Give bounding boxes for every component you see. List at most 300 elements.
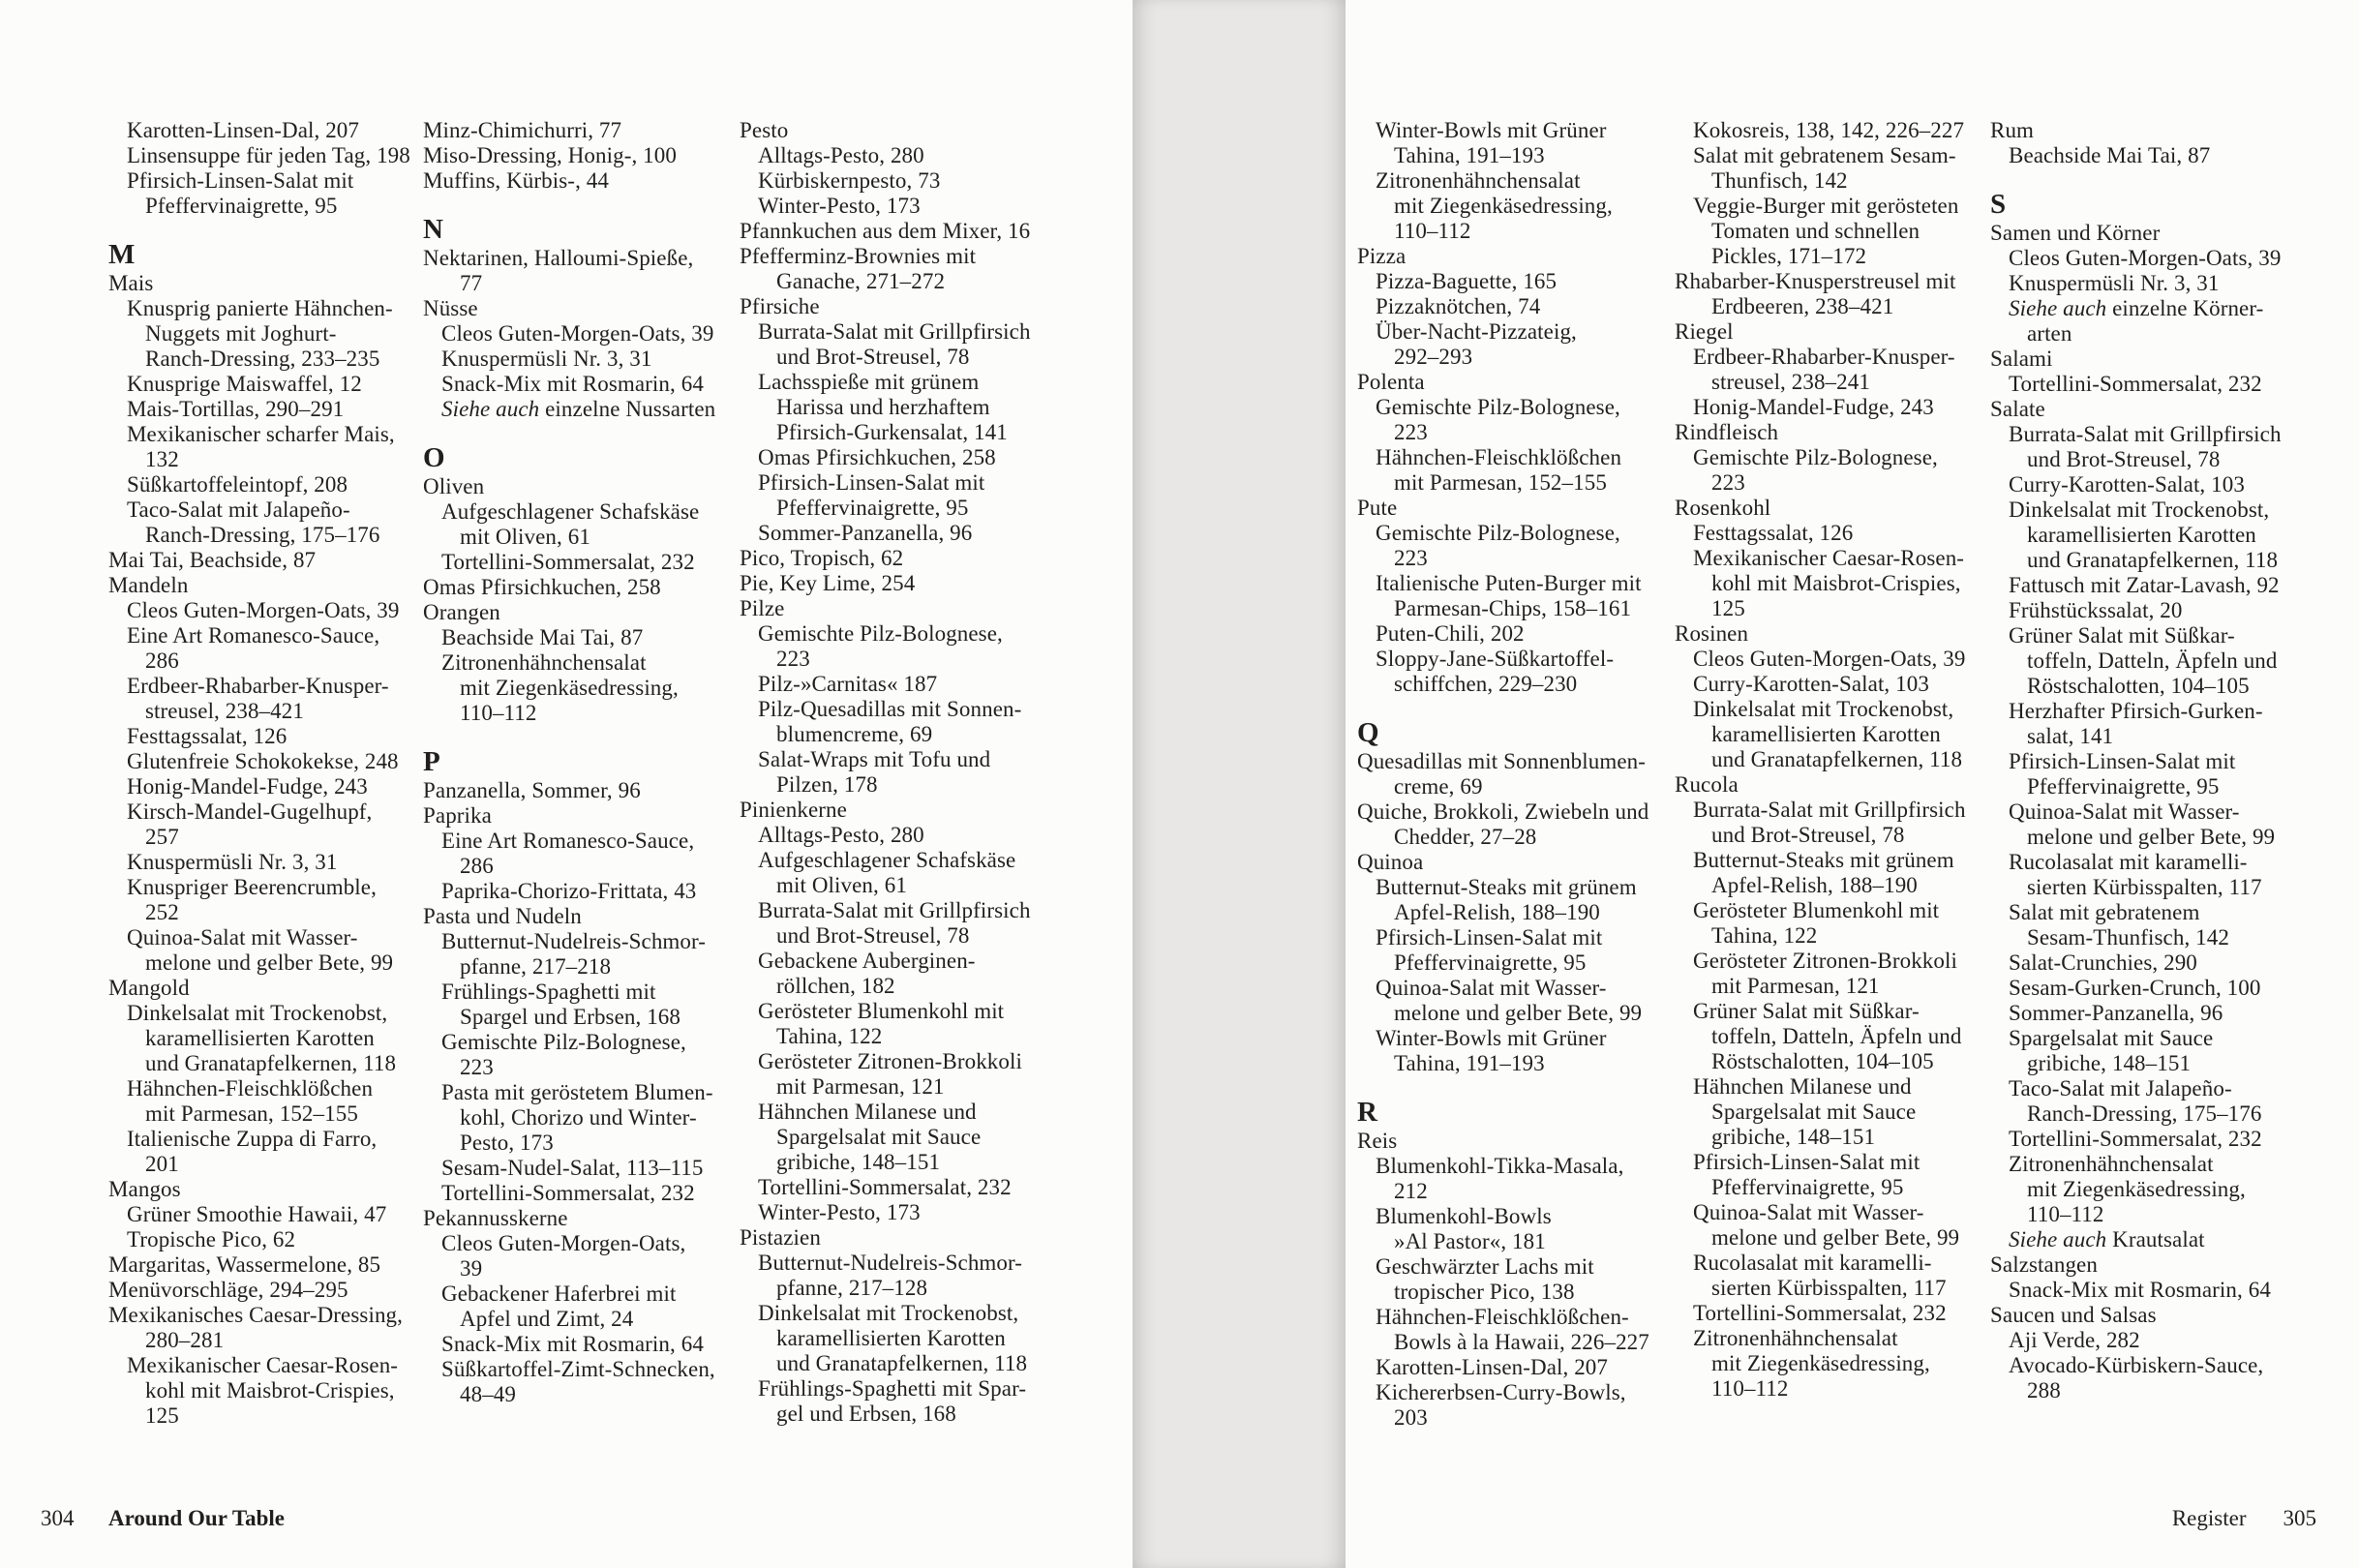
index-line: Ranch-Dressing, 175–176 [2027, 1101, 2262, 1126]
index-line: Knuspermüsli Nr. 3, 31 [127, 850, 338, 874]
index-line: Tortellini-Sommersalat, 232 [2009, 1127, 2262, 1151]
index-line: mit Ziegenkäsedressing, [1394, 194, 1613, 218]
running-footer-book-title: Around Our Table [108, 1506, 285, 1530]
index-line: Pfeffervinaigrette, 95 [1394, 950, 1587, 975]
index-line: Rosenkohl [1675, 496, 1771, 520]
index-line: mit Oliven, 61 [776, 873, 907, 897]
index-line: Pfeffervinaigrette, 95 [2027, 774, 2220, 799]
index-line: Pfirsich-Linsen-Salat mit [1693, 1150, 1920, 1174]
index-line: Quesadillas mit Sonnenblumen- [1357, 749, 1647, 773]
index-line: karamellisierten Karotten [776, 1326, 1006, 1350]
index-line: »Al Pastor«, 181 [1394, 1229, 1546, 1253]
index-line: Hähnchen Milanese und [758, 1100, 977, 1124]
index-line: Salat-Wraps mit Tofu und [758, 747, 991, 771]
index-letter-heading: N [423, 214, 444, 245]
index-line: Kokosreis, 138, 142, 226–227 [1693, 118, 1965, 142]
index-letter-heading: Q [1357, 717, 1379, 748]
index-line: Aufgeschlagener Schafskäse [441, 499, 700, 524]
index-line: Pfirsich-Linsen-Salat mit [2009, 749, 2236, 773]
index-line: Nuggets mit Joghurt- [145, 321, 337, 346]
index-line: Pekannusskerne [423, 1206, 568, 1230]
index-line: Salami [1990, 347, 2053, 371]
index-line: Paprika [423, 803, 492, 828]
index-line: Oliven [423, 474, 485, 498]
index-line: Pasta mit geröstetem Blumen- [441, 1080, 713, 1104]
index-line: Rucolasalat mit karamelli- [1693, 1251, 1932, 1275]
index-line: Cleos Guten-Morgen-Oats, 39 [441, 321, 714, 346]
page-number-left: 304 [41, 1506, 75, 1530]
index-line: Glutenfreie Schokokekse, 248 [127, 749, 399, 773]
index-line: Pfirsich-Gurkensalat, 141 [776, 420, 1008, 444]
index-line: röllchen, 182 [776, 974, 895, 998]
index-line: Pinienkerne [740, 798, 847, 822]
index-line: Tortellini-Sommersalat, 232 [2009, 372, 2262, 396]
index-line: 201 [145, 1152, 179, 1176]
index-line: 223 [776, 647, 810, 671]
index-line: Frühstückssalat, 20 [2009, 598, 2183, 622]
index-line: Nüsse [423, 296, 478, 320]
index-letter-heading: S [1990, 189, 2007, 220]
index-line: Pico, Tropisch, 62 [740, 546, 904, 570]
index-line: Süßkartoffel-Zimt-Schnecken, [441, 1357, 715, 1381]
index-line: 110–112 [1394, 219, 1471, 243]
running-footer-right [2172, 1506, 2316, 1531]
index-line: Avocado-Kürbiskern-Sauce, [2009, 1353, 2264, 1377]
index-line: Mexikanischer Caesar-Rosen- [127, 1353, 399, 1377]
index-line: pfanne, 217–128 [776, 1276, 928, 1300]
index-line: sierten Kürbisspalten, 117 [2027, 875, 2262, 899]
index-line: Geschwärzter Lachs mit [1376, 1254, 1594, 1279]
index-line: Curry-Karotten-Salat, 103 [2009, 472, 2245, 497]
index-line: Muffins, Kürbis-, 44 [423, 168, 609, 193]
index-line: Kichererbsen-Curry-Bowls, [1376, 1380, 1626, 1404]
index-line: 286 [460, 854, 494, 878]
index-line: Pistazien [740, 1225, 821, 1250]
index-line: arten [2027, 321, 2072, 346]
index-line: Spargelsalat mit Sauce [2009, 1026, 2214, 1050]
index-line: Burrata-Salat mit Grillpfirsich [758, 898, 1031, 922]
index-line: Pfeffervinaigrette, 95 [776, 496, 969, 520]
index-line: Hähnchen-Fleischklößchen- [1376, 1305, 1629, 1329]
index-line: schiffchen, 229–230 [1394, 672, 1578, 696]
index-line: 110–112 [460, 701, 537, 725]
index-line: Mangold [108, 976, 190, 1000]
index-line: Butternut-Nudelreis-Schmor- [441, 929, 707, 953]
index-line: gribiche, 148–151 [776, 1150, 941, 1174]
index-line: Salat-Crunchies, 290 [2009, 950, 2197, 975]
index-line: melone und gelber Bete, 99 [1394, 1001, 1643, 1025]
index-line: Knusprig panierte Hähnchen- [127, 296, 393, 320]
index-line: Gemischte Pilz-Bolognese, [441, 1030, 686, 1054]
index-line: 252 [145, 900, 179, 924]
index-line: Quinoa-Salat mit Wasser- [1376, 976, 1607, 1000]
index-line: mit Parmesan, 121 [776, 1074, 945, 1099]
index-line: Grüner Salat mit Süßkar- [2009, 623, 2235, 648]
index-letter-heading: R [1357, 1097, 1378, 1128]
index-line: Snack-Mix mit Rosmarin, 64 [441, 1332, 704, 1356]
index-line: 48–49 [460, 1382, 516, 1406]
index-line: Tortellini-Sommersalat, 232 [441, 550, 695, 574]
index-line: karamellisierten Karotten [2027, 523, 2256, 547]
index-line: mit Oliven, 61 [460, 525, 590, 549]
index-line: 280–281 [145, 1328, 225, 1352]
index-line: Sommer-Panzanella, 96 [2009, 1001, 2223, 1025]
index-line: Frühlings-Spaghetti mit Spar- [758, 1376, 1027, 1401]
index-line: Alltags-Pesto, 280 [758, 823, 924, 847]
index-line: gribiche, 148–151 [2027, 1051, 2192, 1075]
index-line: Tortellini-Sommersalat, 232 [758, 1175, 1012, 1199]
index-line: Alltags-Pesto, 280 [758, 143, 924, 167]
index-line: Pfeffervinaigrette, 95 [1711, 1175, 1904, 1199]
index-line: Pfeffervinaigrette, 95 [145, 194, 338, 218]
index-line: Rum [1990, 118, 2035, 142]
index-line: Herzhafter Pfirsich-Gurken- [2009, 699, 2263, 723]
index-line: Blumenkohl-Bowls [1376, 1204, 1552, 1228]
index-line: Burrata-Salat mit Grillpfirsich [1693, 798, 1966, 822]
index-line: Siehe auch einzelne Nussarten [441, 397, 716, 421]
index-line: Reis [1357, 1129, 1398, 1153]
index-line: Mais [108, 271, 154, 295]
page-right [1346, 0, 2359, 1568]
index-line: und Granatapfelkernen, 118 [2027, 548, 2279, 572]
index-line: Polenta [1357, 370, 1425, 394]
index-line: Festtagssalat, 126 [127, 724, 287, 748]
index-line: Gemischte Pilz-Bolognese, [758, 621, 1003, 646]
index-line: mit Ziegenkäsedressing, [460, 676, 679, 700]
index-line: salat, 141 [2027, 724, 2114, 748]
index-line: Salat mit gebratenem Sesam- [1693, 143, 1956, 167]
index-line: Cleos Guten-Morgen-Oats, [441, 1231, 686, 1255]
index-line: Tomaten und schnellen [1711, 219, 1920, 243]
index-line: Butternut-Nudelreis-Schmor- [758, 1251, 1023, 1275]
index-line: 110–112 [2027, 1202, 2104, 1226]
index-line: 212 [1394, 1179, 1428, 1203]
index-line: Spargelsalat mit Sauce [776, 1125, 982, 1149]
index-line: gribiche, 148–151 [1711, 1125, 1876, 1149]
index-line: Honig-Mandel-Fudge, 243 [1693, 395, 1934, 419]
index-line: Röstschalotten, 104–105 [1711, 1049, 1934, 1073]
index-column [740, 118, 1059, 1427]
index-line: Grüner Smoothie Hawaii, 47 [127, 1202, 387, 1226]
index-line: 223 [460, 1055, 494, 1079]
index-column [1990, 118, 2324, 1403]
index-line: tropischer Pico, 138 [1394, 1280, 1575, 1304]
index-line: Festtagssalat, 126 [1693, 521, 1854, 545]
index-line: melone und gelber Bete, 99 [1711, 1225, 1960, 1250]
index-line: Winter-Pesto, 173 [758, 1200, 921, 1224]
index-line: und Brot-Streusel, 78 [776, 345, 970, 369]
index-line: melone und gelber Bete, 99 [2027, 825, 2276, 849]
index-line: Menüvorschläge, 294–295 [108, 1278, 348, 1302]
index-line: Pfirsich-Linsen-Salat mit [758, 470, 985, 495]
index-line: 223 [1394, 420, 1428, 444]
index-line: gel und Erbsen, 168 [776, 1402, 956, 1426]
index-line: 257 [145, 825, 179, 849]
index-line: Gebackener Haferbrei mit [441, 1282, 677, 1306]
index-line: Ranch-Dressing, 175–176 [145, 523, 380, 547]
index-line: 288 [2027, 1378, 2061, 1402]
index-line: Winter-Bowls mit Grüner [1376, 118, 1607, 142]
index-line: Omas Pfirsichkuchen, 258 [758, 445, 996, 469]
index-line: Beachside Mai Tai, 87 [441, 625, 644, 649]
index-line: Butternut-Steaks mit grünem [1376, 875, 1637, 899]
index-line: Knuspermüsli Nr. 3, 31 [2009, 271, 2220, 295]
index-line: 223 [1394, 546, 1428, 570]
index-letter-heading: M [108, 239, 136, 270]
index-line: Winter-Bowls mit Grüner [1376, 1026, 1607, 1050]
index-line: Panzanella, Sommer, 96 [423, 778, 641, 802]
index-line: Knusprige Maiswaffel, 12 [127, 372, 362, 396]
index-line: 125 [1711, 596, 1745, 620]
index-line: Ranch-Dressing, 233–235 [145, 347, 380, 371]
index-line: Veggie-Burger mit gerösteten [1693, 194, 1959, 218]
index-line: Grüner Salat mit Süßkar- [1693, 999, 1920, 1023]
index-line: Gemischte Pilz-Bolognese, [1376, 395, 1620, 419]
running-footer-section-title: Register [2171, 1506, 2247, 1530]
index-line: sierten Kürbisspalten, 117 [1711, 1276, 1947, 1300]
index-line: 39 [460, 1256, 483, 1281]
index-line: Zitronenhähnchensalat [2009, 1152, 2214, 1176]
index-line: Minz-Chimichurri, 77 [423, 118, 622, 142]
index-line: Pilze [740, 596, 785, 620]
index-line: Gerösteter Blumenkohl mit [1693, 898, 1940, 922]
index-line: Quiche, Brokkoli, Zwiebeln und [1357, 799, 1649, 824]
index-line: mit Parmesan, 152–155 [1394, 470, 1607, 495]
index-line: Pie, Key Lime, 254 [740, 571, 916, 595]
index-letter-heading: O [423, 442, 445, 473]
index-line: Pilzen, 178 [776, 772, 878, 797]
index-line: Ganache, 271–272 [776, 269, 946, 293]
index-line: Erdbeer-Rhabarber-Knusper- [127, 674, 389, 698]
index-line: mit Ziegenkäsedressing, [1711, 1351, 1930, 1375]
index-line: Winter-Pesto, 173 [758, 194, 921, 218]
index-line: Knuspermüsli Nr. 3, 31 [441, 347, 652, 371]
index-line: Puten-Chili, 202 [1376, 621, 1525, 646]
index-line: Pesto, 173 [460, 1131, 554, 1155]
index-line: Pasta und Nudeln [423, 904, 582, 928]
index-line: Linsensuppe für jeden Tag, 198 [127, 143, 410, 167]
index-line: Aji Verde, 282 [2009, 1328, 2140, 1352]
index-line: Gemischte Pilz-Bolognese, [1376, 521, 1620, 545]
index-line: Pfefferminz-Brownies mit [740, 244, 977, 268]
index-line: Riegel [1675, 319, 1734, 344]
index-line: Honig-Mandel-Fudge, 243 [127, 774, 368, 799]
index-line: 292–293 [1394, 345, 1473, 369]
index-line: Taco-Salat mit Jalapeño- [127, 498, 350, 522]
index-line: Pizza-Baguette, 165 [1376, 269, 1558, 293]
index-line: melone und gelber Bete, 99 [145, 950, 394, 975]
index-line: karamellisierten Karotten [1711, 722, 1941, 746]
index-line: Margaritas, Wassermelone, 85 [108, 1252, 381, 1277]
index-line: Gebackene Auberginen- [758, 949, 976, 973]
index-line: Curry-Karotten-Salat, 103 [1693, 672, 1929, 696]
index-line: Kirsch-Mandel-Gugelhupf, [127, 799, 373, 824]
index-line: Rhabarber-Knusperstreusel mit [1675, 269, 1956, 293]
index-line: Nektarinen, Halloumi-Spieße, [423, 246, 694, 270]
index-line: 223 [1711, 470, 1745, 495]
index-line: Mexikanischer scharfer Mais, [127, 422, 395, 446]
index-line: mit Parmesan, 152–155 [145, 1101, 358, 1126]
index-line: Pute [1357, 496, 1398, 520]
index-line: Mangos [108, 1177, 181, 1201]
index-line: Dinkelsalat mit Trockenobst, [127, 1001, 388, 1025]
index-line: Salate [1990, 397, 2045, 421]
index-line: Fattusch mit Zatar-Lavash, 92 [2009, 573, 2280, 597]
index-line: Rucolasalat mit karamelli- [2009, 850, 2248, 874]
index-line: Snack-Mix mit Rosmarin, 64 [2009, 1278, 2271, 1302]
index-line: Sesam-Thunfisch, 142 [2027, 925, 2229, 950]
index-line: Parmesan-Chips, 158–161 [1394, 596, 1632, 620]
index-line: Omas Pfirsichkuchen, 258 [423, 575, 661, 599]
index-line: Erdbeeren, 238–421 [1711, 294, 1894, 318]
index-line: 110–112 [1711, 1376, 1789, 1401]
index-line: Gemischte Pilz-Bolognese, [1693, 445, 1938, 469]
index-line: Cleos Guten-Morgen-Oats, 39 [127, 598, 400, 622]
index-line: Karotten-Linsen-Dal, 207 [1376, 1355, 1608, 1379]
index-line: Pfirsich-Linsen-Salat mit [1376, 925, 1603, 950]
index-line: Blumenkohl-Tikka-Masala, [1376, 1154, 1624, 1178]
index-line: und Granatapfelkernen, 118 [1711, 747, 1963, 771]
index-line: streusel, 238–421 [145, 699, 304, 723]
index-line: Tortellini-Sommersalat, 232 [441, 1181, 695, 1205]
index-line: Pfannkuchen aus dem Mixer, 16 [740, 219, 1031, 243]
index-line: Snack-Mix mit Rosmarin, 64 [441, 372, 704, 396]
index-line: Mexikanisches Caesar-Dressing, [108, 1303, 404, 1327]
index-line: Apfel-Relish, 188–190 [1711, 873, 1918, 897]
index-line: Miso-Dressing, Honig-, 100 [423, 143, 677, 167]
index-line: Italienische Zuppa di Farro, [127, 1127, 378, 1151]
index-line: Kürbiskernpesto, 73 [758, 168, 941, 193]
index-column [108, 118, 428, 1429]
index-line: Eine Art Romanesco-Sauce, [127, 623, 380, 648]
index-line: mit Parmesan, 121 [1711, 974, 1880, 998]
index-line: Salzstangen [1990, 1252, 2098, 1277]
index-line: Samen und Körner [1990, 221, 2161, 245]
index-line: Tortellini-Sommersalat, 232 [1693, 1301, 1947, 1325]
index-line: karamellisierten Karotten [145, 1026, 375, 1050]
index-line: Röstschalotten, 104–105 [2027, 674, 2250, 698]
index-line: Apfel-Relish, 188–190 [1394, 900, 1600, 924]
index-line: Zitronenhähnchensalat [1376, 168, 1581, 193]
index-line: Beachside Mai Tai, 87 [2009, 143, 2211, 167]
index-line: Gerösteter Blumenkohl mit [758, 999, 1005, 1023]
index-line: 203 [1394, 1405, 1428, 1430]
index-line: Mandeln [108, 573, 189, 597]
index-column [1675, 118, 1994, 1402]
index-line: Burrata-Salat mit Grillpfirsich [2009, 422, 2282, 446]
page-gutter [1133, 0, 1346, 1568]
index-line: Hähnchen-Fleischklößchen [127, 1076, 374, 1101]
index-line: Spargelsalat mit Sauce [1711, 1100, 1917, 1124]
index-line: Zitronenhähnchensalat [441, 650, 647, 675]
index-line: Salat mit gebratenem [2009, 900, 2200, 924]
index-line: Zitronenhähnchensalat [1693, 1326, 1898, 1350]
page-left [0, 0, 1133, 1568]
index-line: Über-Nacht-Pizzateig, [1376, 319, 1577, 344]
index-line: toffeln, Datteln, Äpfeln und [2027, 648, 2278, 673]
index-line: blumencreme, 69 [776, 722, 933, 746]
index-line: Rucola [1675, 772, 1739, 797]
index-line: und Brot-Streusel, 78 [1711, 823, 1905, 847]
index-line: streusel, 238–241 [1711, 370, 1870, 394]
index-line: kohl mit Maisbrot-Crispies, [145, 1378, 395, 1402]
index-line: Quinoa [1357, 850, 1424, 874]
index-line: Burrata-Salat mit Grillpfirsich [758, 319, 1031, 344]
index-column [423, 118, 742, 1407]
index-line: pfanne, 217–218 [460, 954, 612, 979]
index-line: Thunfisch, 142 [1711, 168, 1848, 193]
index-line: Siehe auch einzelne Körner- [2009, 296, 2264, 320]
index-line: Paprika-Chorizo-Frittata, 43 [441, 879, 697, 903]
index-line: Harissa und herzhaftem [776, 395, 990, 419]
index-line: Frühlings-Spaghetti mit [441, 980, 656, 1004]
index-line: Quinoa-Salat mit Wasser- [2009, 799, 2240, 824]
index-line: Sloppy-Jane-Süßkartoffel- [1376, 647, 1615, 671]
index-line: Lachsspieße mit grünem [758, 370, 980, 394]
index-line: Rindfleisch [1675, 420, 1779, 444]
index-line: mit Ziegenkäsedressing, [2027, 1177, 2246, 1201]
index-line: Italienische Puten-Burger mit [1376, 571, 1642, 595]
index-line: Tahina, 191–193 [1394, 143, 1545, 167]
index-line: Dinkelsalat mit Trockenobst, [2009, 498, 2270, 522]
index-line: Pilz-»Carnitas« 187 [758, 672, 938, 696]
index-line: Mexikanischer Caesar-Rosen- [1693, 546, 1965, 570]
index-line: Karotten-Linsen-Dal, 207 [127, 118, 359, 142]
index-line: Erdbeer-Rhabarber-Knusper- [1693, 345, 1955, 369]
index-line: Hähnchen Milanese und [1693, 1074, 1912, 1099]
index-line: Tahina, 122 [776, 1024, 883, 1048]
index-line: Pickles, 171–172 [1711, 244, 1867, 268]
index-line: Quinoa-Salat mit Wasser- [1693, 1200, 1924, 1224]
index-line: Süßkartoffeleintopf, 208 [127, 472, 348, 497]
index-line: Butternut-Steaks mit grünem [1693, 848, 1954, 872]
index-line: Pilz-Quesadillas mit Sonnen- [758, 697, 1022, 721]
index-line: Dinkelsalat mit Trockenobst, [1693, 697, 1954, 721]
index-line: Gerösteter Zitronen-Brokkoli [758, 1049, 1022, 1073]
index-line: Pesto [740, 118, 789, 142]
index-line: Taco-Salat mit Jalapeño- [2009, 1076, 2232, 1101]
index-line: und Granatapfelkernen, 118 [776, 1351, 1028, 1375]
index-line: Pizza [1357, 244, 1406, 268]
page-number-right: 305 [2283, 1506, 2316, 1530]
index-line: und Granatapfelkernen, 118 [145, 1051, 397, 1075]
index-line: Pfirsiche [740, 294, 820, 318]
index-line: Apfel und Zimt, 24 [460, 1307, 634, 1331]
index-line: toffeln, Datteln, Äpfeln und [1711, 1024, 1962, 1048]
index-line: Mai Tai, Beachside, 87 [108, 548, 317, 572]
index-line: 125 [145, 1403, 179, 1428]
index-line: Spargel und Erbsen, 168 [460, 1005, 681, 1029]
index-letter-heading: P [423, 746, 440, 777]
index-line: 132 [145, 447, 179, 471]
index-line: Chedder, 27–28 [1394, 825, 1537, 849]
index-line: Quinoa-Salat mit Wasser- [127, 925, 358, 950]
index-line: Gerösteter Zitronen-Brokkoli [1693, 949, 1957, 973]
index-line: 77 [460, 271, 483, 295]
index-line: Sesam-Nudel-Salat, 113–115 [441, 1156, 704, 1180]
index-line: creme, 69 [1394, 774, 1483, 799]
index-line: Aufgeschlagener Schafskäse [758, 848, 1016, 872]
index-line: Orangen [423, 600, 500, 624]
index-line: Sommer-Panzanella, 96 [758, 521, 973, 545]
index-line: Hähnchen-Fleischklößchen [1376, 445, 1622, 469]
index-line: Tropische Pico, 62 [127, 1227, 296, 1251]
index-line: Sesam-Gurken-Crunch, 100 [2009, 976, 2261, 1000]
index-line: Eine Art Romanesco-Sauce, [441, 829, 695, 853]
index-line: kohl, Chorizo und Winter- [460, 1105, 697, 1130]
index-line: Tahina, 191–193 [1394, 1051, 1545, 1075]
index-line: Siehe auch Krautsalat [2009, 1227, 2205, 1251]
